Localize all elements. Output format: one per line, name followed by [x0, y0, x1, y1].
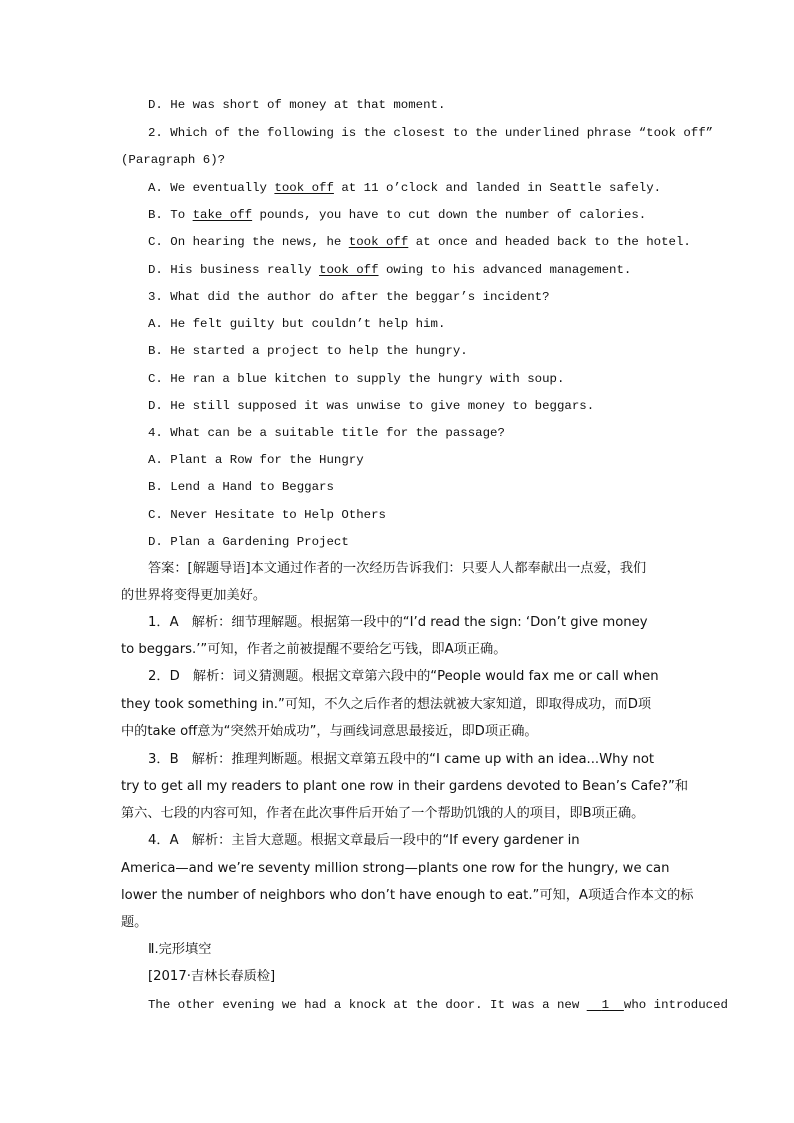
- answer-intro-line-2: 的世界将变得更加美好。: [121, 588, 267, 603]
- q2-option-b: B. To take off pounds, you have to cut down the number of calories.: [148, 208, 647, 222]
- answer-1-line-1: 1．A 解析：细节理解题。根据第一段中的“I’d read the sign: ‘Don’t give money: [148, 615, 648, 630]
- q2-option-a: A. We eventually took off at 11 o’clock and landed in Seattle safely.: [148, 181, 662, 195]
- answer-4-line-3: lower the number of neighbors who don’t have enough to eat.”可知，A项适合作本文的标: [121, 888, 694, 903]
- answer-3-line-3: 第六、七段的内容可知，作者在此次事件后开始了一个帮助饥饿的人的项目，即B项正确。: [121, 806, 645, 821]
- q2-stem: 2. Which of the following is the closest to the underlined phrase “took off”: [148, 126, 714, 140]
- q1-option-d: D. He was short of money at that moment.: [148, 98, 446, 112]
- q4-option-c: C. Never Hesitate to Help Others: [148, 508, 386, 522]
- section-2-title: Ⅱ.完形填空: [148, 942, 212, 957]
- q3-option-c: C. He ran a blue kitchen to supply the hungry with soup.: [148, 372, 565, 386]
- q4-stem: 4. What can be a suitable title for the passage?: [148, 426, 505, 440]
- q2-stem-cont: (Paragraph 6)?: [121, 153, 226, 167]
- q3-option-a: A. He felt guilty but couldn’t help him.: [148, 317, 446, 331]
- answer-2-line-1: 2．D 解析：词义猜测题。根据文章第六段中的“People would fax me or call when: [148, 669, 659, 684]
- answer-3-line-1: 3．B 解析：推理判断题。根据文章第五段中的“I came up with an idea...Why not: [148, 752, 655, 767]
- q4-option-d: D. Plan a Gardening Project: [148, 535, 349, 549]
- q3-stem: 3. What did the author do after the beggar’s incident?: [148, 290, 550, 304]
- answer-4-line-1: 4．A 解析：主旨大意题。根据文章最后一段中的“If every gardener in: [148, 833, 580, 848]
- underlined-phrase: take off: [192, 208, 253, 222]
- answer-1-line-2: to beggars.’”可知，作者之前被提醒不要给乞丐钱，即A项正确。: [121, 642, 507, 657]
- q3-option-d: D. He still supposed it was unwise to give money to beggars.: [148, 399, 595, 413]
- q2-option-d: D. His business really took off owing to his advanced management.: [148, 263, 632, 277]
- answer-3-line-2: try to get all my readers to plant one row in their gardens devoted to Bean’s Cafe?”和: [121, 779, 689, 794]
- section-2-source: [2017·吉林长春质检]: [148, 969, 276, 984]
- answer-4-line-2: America—and we’re seventy million strong—plants one row for the hungry, we can: [121, 861, 670, 876]
- cloze-text-line-1: The other evening we had a knock at the door. It was a new 1 who introduced: [148, 998, 728, 1012]
- q2-option-c: C. On hearing the news, he took off at once and headed back to the hotel.: [148, 235, 691, 249]
- answer-2-line-3: 中的take off意为“突然开始成功”，与画线词意思最接近，即D项正确。: [121, 724, 538, 739]
- q4-option-b: B. Lend a Hand to Beggars: [148, 480, 334, 494]
- underlined-phrase: took off: [348, 235, 409, 249]
- q3-option-b: B. He started a project to help the hungry.: [148, 344, 468, 358]
- cloze-blank-1[interactable]: 1: [601, 998, 610, 1012]
- answer-intro-line-1: 答案：[解题导语]本文通过作者的一次经历告诉我们：只要人人都奉献出一点爱，我们: [148, 561, 647, 576]
- underlined-phrase: took off: [274, 181, 334, 195]
- answer-4-line-4: 题。: [121, 915, 148, 930]
- answer-2-line-2: they took something in.”可知，不久之后作者的想法就被大家知道，即取得成功，而D项: [121, 697, 652, 712]
- q4-option-a: A. Plant a Row for the Hungry: [148, 453, 364, 467]
- underlined-phrase: took off: [319, 263, 379, 277]
